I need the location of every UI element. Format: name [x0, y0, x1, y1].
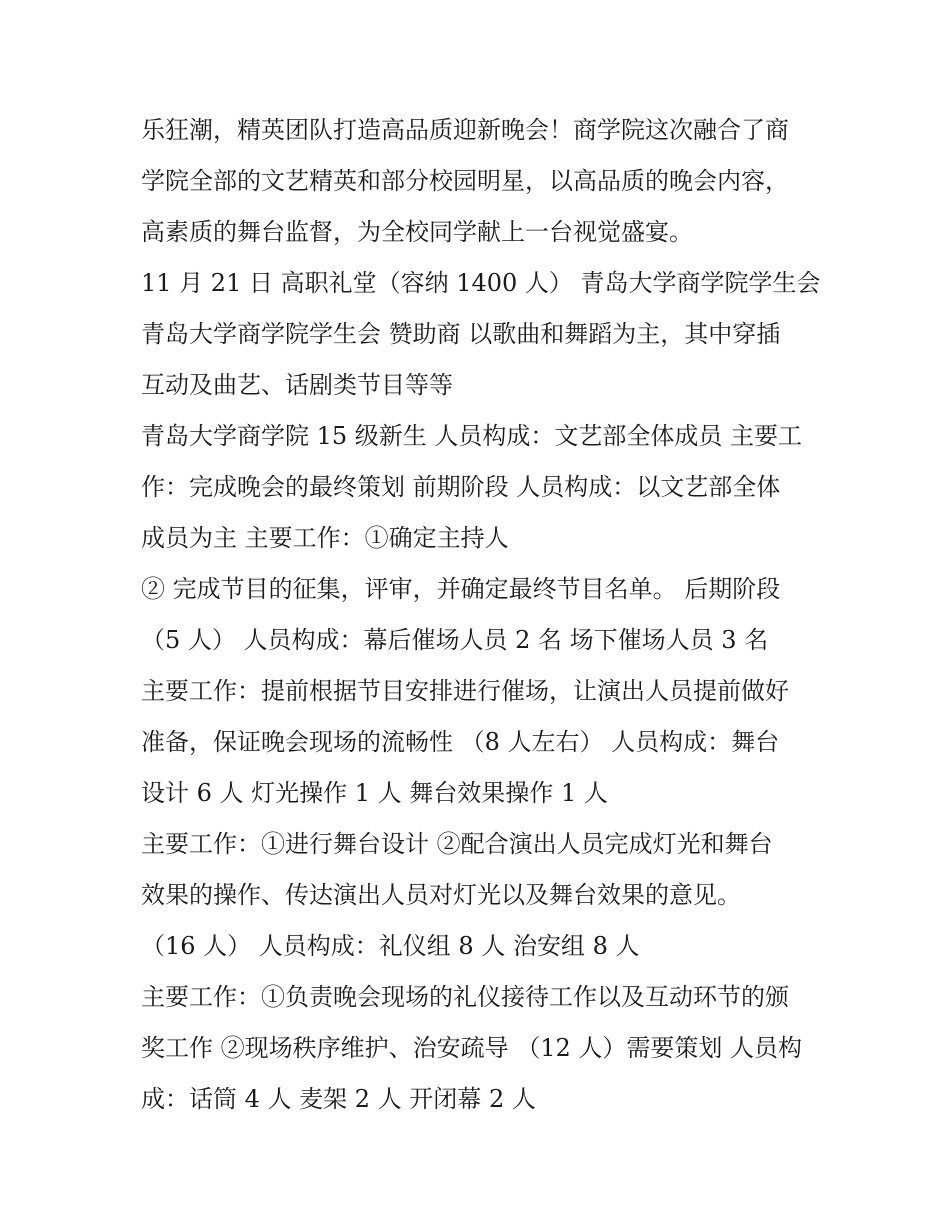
text-line: 主要工作：①进行舞台设计 ②配合演出人员完成灯光和舞台 [141, 830, 773, 858]
text-line: 11 月 21 日 高职礼堂（容纳 1400 人） 青岛大学商学院学生会 [141, 269, 821, 297]
text-line: 成：话筒 4 人 麦架 2 人 开闭幕 2 人 [141, 1085, 536, 1113]
text-line: 乐狂潮，精英团队打造高品质迎新晚会！商学院这次融合了商 [141, 116, 789, 144]
text-line: 互动及曲艺、话剧类节目等等 [141, 371, 453, 399]
text-line: 作：完成晚会的最终策划 前期阶段 人员构成：以文艺部全体 [141, 473, 781, 501]
text-line: 主要工作：提前根据节目安排进行催场，让演出人员提前做好 [141, 677, 789, 705]
text-line: 准备，保证晚会现场的流畅性 （8 人左右） 人员构成：舞台 [141, 728, 780, 756]
text-line: 设计 6 人 灯光操作 1 人 舞台效果操作 1 人 [141, 779, 608, 807]
text-line: 主要工作：①负责晚会现场的礼仪接待工作以及互动环节的颁 [141, 983, 789, 1011]
text-line: 青岛大学商学院学生会 赞助商 以歌曲和舞蹈为主，其中穿插 [141, 320, 781, 348]
text-line: （5 人） 人员构成：幕后催场人员 2 名 场下催场人员 3 名 [141, 626, 769, 654]
body-text [141, 105, 821, 1125]
text-line: ② 完成节目的征集，评审，并确定最终节目名单。 后期阶段 [141, 575, 781, 603]
text-line: （16 人） 人员构成：礼仪组 8 人 治安组 8 人 [141, 932, 640, 960]
text-line: 奖工作 ②现场秩序维护、治安疏导 （12 人）需要策划 人员构 [141, 1034, 803, 1062]
text-line: 学院全部的文艺精英和部分校园明星，以高品质的晚会内容， [141, 167, 789, 195]
text-line: 效果的操作、传达演出人员对灯光以及舞台效果的意见。 [141, 881, 741, 909]
text-line: 成员为主 主要工作：①确定主持人 [141, 524, 509, 552]
text-line: 高素质的舞台监督，为全校同学献上一台视觉盛宴。 [141, 218, 693, 246]
text-line: 青岛大学商学院 15 级新生 人员构成：文艺部全体成员 主要工 [141, 422, 803, 450]
